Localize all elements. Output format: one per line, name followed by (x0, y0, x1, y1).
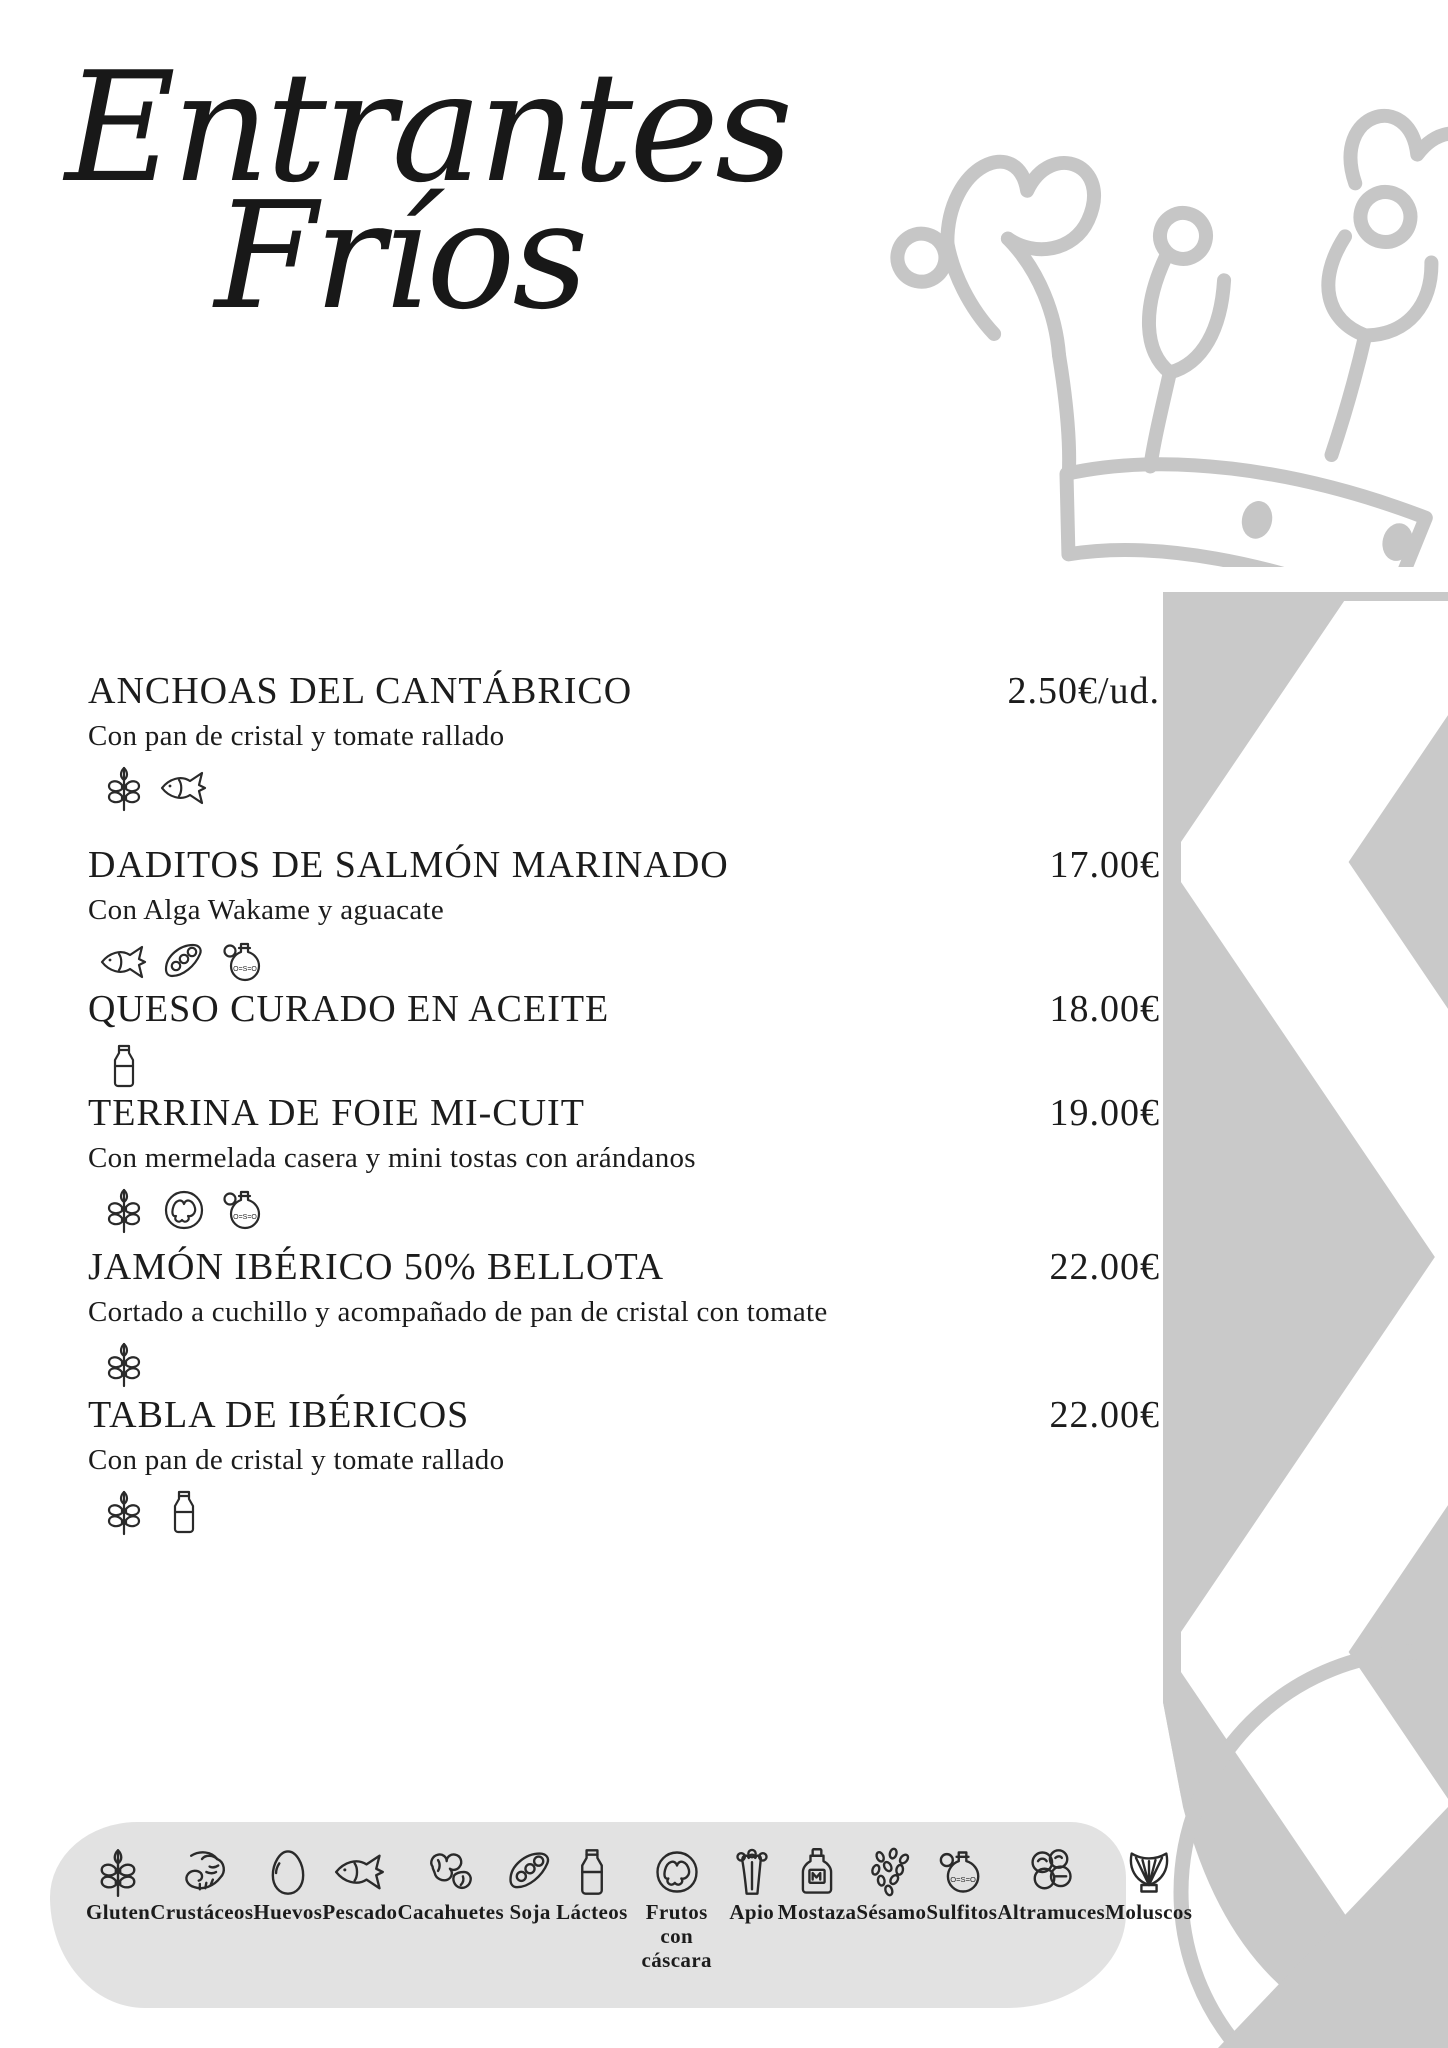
menu-item (88, 1090, 1160, 1236)
legend-item (397, 1846, 504, 1924)
frutos-icon (160, 1186, 208, 1234)
legend-label: Pescado (322, 1900, 398, 1924)
legend-label: Sésamo (856, 1900, 927, 1924)
menu-item-header (88, 1392, 1160, 1438)
item-price: 22.00€ (1049, 1394, 1160, 1436)
pescado-icon (160, 764, 208, 812)
item-allergen-icons (100, 936, 1160, 988)
legend-item (150, 1846, 253, 1924)
allergen-legend (50, 1822, 1193, 2008)
menu-item-header (88, 1090, 1160, 1136)
huevos-icon (262, 1846, 314, 1898)
sulfitos-icon (936, 1846, 988, 1898)
item-price: 17.00€ (1049, 844, 1160, 886)
cacahuetes-icon (425, 1846, 477, 1898)
altramuces-icon (1025, 1846, 1077, 1898)
legend-label: Sulfitos (926, 1900, 998, 1924)
soja-icon (160, 938, 208, 986)
legend-item (856, 1846, 926, 1924)
item-name: ANCHOAS DEL CANTÁBRICO (88, 670, 633, 712)
menu-item-header (88, 668, 1160, 714)
sulfitos-icon (220, 938, 268, 986)
legend-label: Lácteos (556, 1900, 628, 1924)
frutos-icon (651, 1846, 703, 1898)
menu-item (88, 1244, 1160, 1390)
item-description: Con pan de cristal y tomate rallado (88, 720, 505, 752)
menu-item (88, 668, 1160, 814)
chevron-pattern-background (1163, 592, 1448, 2048)
apio-icon (726, 1846, 778, 1898)
page-title-line2: Fríos (214, 169, 586, 342)
menu-item-header (88, 842, 1160, 888)
legend-item (504, 1846, 556, 1924)
item-name: TABLA DE IBÉRICOS (88, 1394, 470, 1436)
gluten-icon (100, 764, 148, 812)
gluten-icon (100, 1488, 148, 1536)
legend-item (926, 1846, 997, 1924)
legend-item (253, 1846, 322, 1924)
menu-item (88, 986, 1160, 1092)
item-price: 2.50€/ud. (1007, 670, 1160, 712)
item-allergen-icons (100, 1338, 1160, 1390)
item-name: JAMÓN IBÉRICO 50% BELLOTA (88, 1246, 665, 1288)
pescado-icon (334, 1846, 386, 1898)
mostaza-icon (791, 1846, 843, 1898)
lacteos-icon (566, 1846, 618, 1898)
menu-item (88, 842, 1160, 988)
menu-item-header (88, 1244, 1160, 1290)
legend-item (997, 1846, 1105, 1924)
legend-label: Altramuces (997, 1900, 1106, 1924)
legend-label: Crustáceos (150, 1900, 254, 1924)
pescado-icon (100, 938, 148, 986)
lacteos-icon (160, 1488, 208, 1536)
item-allergen-icons (100, 1184, 1160, 1236)
item-price: 22.00€ (1049, 1246, 1160, 1288)
legend-item (86, 1846, 150, 1924)
legend-label: Frutos con cáscara (641, 1900, 712, 1972)
gluten-icon (100, 1186, 148, 1234)
gluten-icon (100, 1340, 148, 1388)
item-allergen-icons (100, 1040, 1160, 1092)
legend-item (556, 1846, 628, 1924)
legend-label: Moluscos (1105, 1900, 1193, 1924)
gluten-icon (92, 1846, 144, 1898)
item-name: TERRINA DE FOIE MI-CUIT (88, 1092, 585, 1134)
menu-item-header (88, 986, 1160, 1032)
legend-item (1105, 1846, 1192, 1924)
legend-label: Mostaza (777, 1900, 857, 1924)
item-allergen-icons (100, 1486, 1160, 1538)
item-name: QUESO CURADO EN ACEITE (88, 988, 610, 1030)
legend-label: Cacahuetes (397, 1900, 505, 1924)
item-name: DADITOS DE SALMÓN MARINADO (88, 844, 729, 886)
menu-item (88, 1392, 1160, 1538)
legend-label: Soja (509, 1900, 551, 1924)
item-description: Con Alga Wakame y aguacate (88, 894, 445, 926)
legend-item (778, 1846, 857, 1924)
sulfitos-icon (220, 1186, 268, 1234)
legend-item (322, 1846, 397, 1924)
allergen-legend-row (50, 1822, 1193, 1972)
item-allergen-icons (100, 762, 1160, 814)
legend-label: Huevos (253, 1900, 323, 1924)
item-description: Con mermelada casera y mini tostas con arándanos (88, 1142, 696, 1174)
sesamo-icon (865, 1846, 917, 1898)
moluscos-icon (1123, 1846, 1175, 1898)
item-price: 18.00€ (1049, 988, 1160, 1030)
item-price: 19.00€ (1049, 1092, 1160, 1134)
item-description: Cortado a cuchillo y acompañado de pan de cristal con tomate (88, 1296, 828, 1328)
legend-item (628, 1846, 726, 1972)
legend-label: Apio (729, 1900, 775, 1924)
legend-item (726, 1846, 778, 1924)
crustaceos-icon (176, 1846, 228, 1898)
item-description: Con pan de cristal y tomate rallado (88, 1444, 505, 1476)
soja-icon (504, 1846, 556, 1898)
menu-list (88, 0, 1160, 2048)
legend-label: Gluten (86, 1900, 151, 1924)
lacteos-icon (100, 1042, 148, 1090)
page-title-line1: Entrantes (65, 39, 790, 216)
